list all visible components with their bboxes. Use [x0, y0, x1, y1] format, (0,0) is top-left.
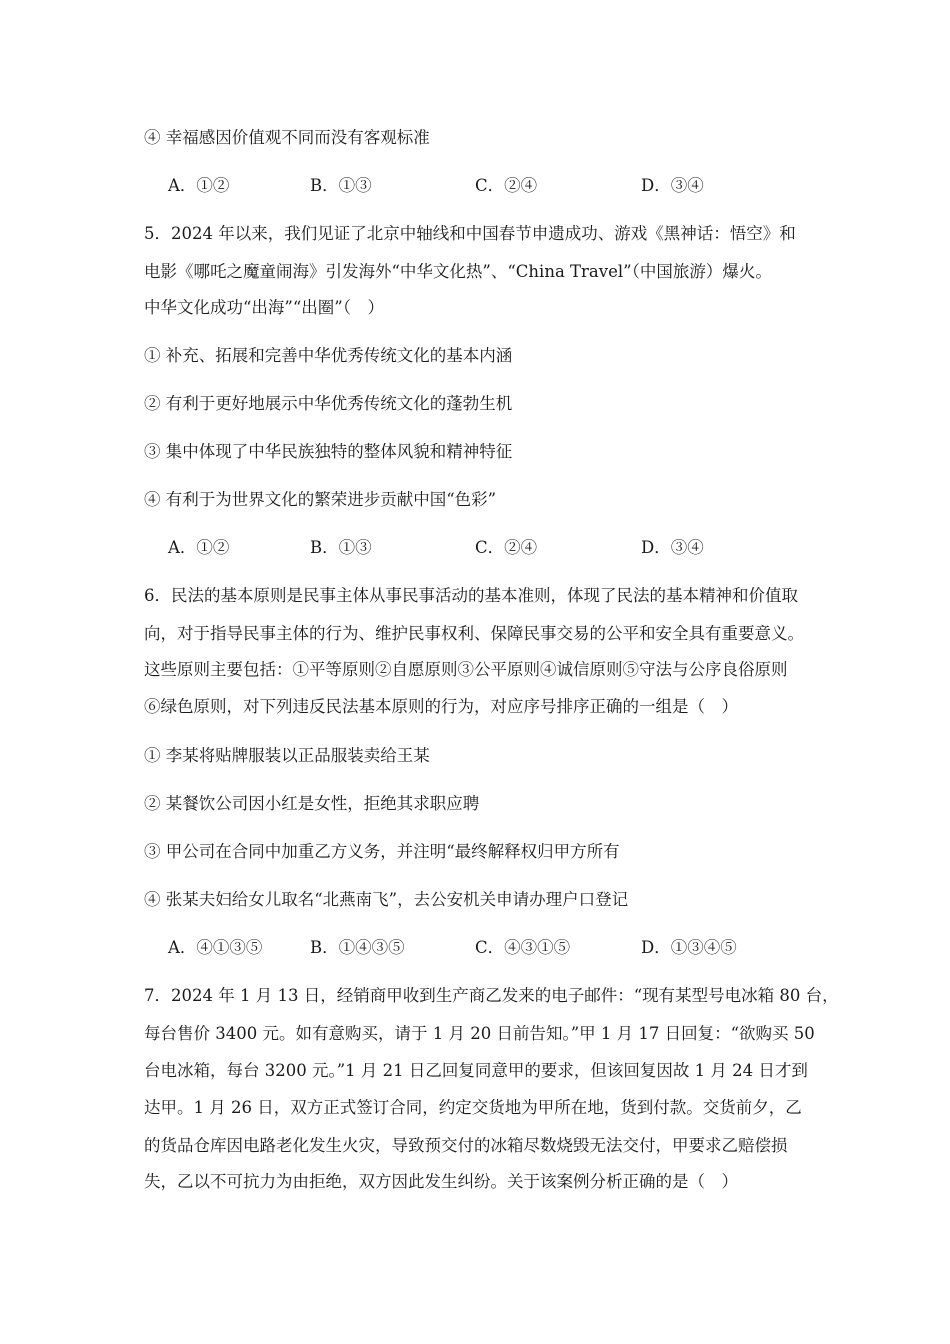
- q4-option-b[interactable]: B．①③: [310, 176, 372, 195]
- q6-statement-4: ④ 张某夫妇给女儿取名“北燕南飞”，去公安机关申请办理户口登记: [144, 890, 629, 909]
- q5-option-c[interactable]: C．②④: [475, 538, 538, 557]
- q6-stem-line-3: 这些原则主要包括：①平等原则②自愿原则③公平原则④诚信原则⑤守法与公序良俗原则: [144, 660, 788, 679]
- q6-stem-line-4: ⑥绿色原则，对下列违反民法基本原则的行为，对应序号排序正确的一组是（ ）: [144, 697, 738, 716]
- q7-stem-line-5: 的货品仓库因电路老化发生火灾，导致预交付的冰箱尽数烧毁无法交付，甲要求乙赔偿损: [144, 1136, 788, 1155]
- q4-option-d[interactable]: D．③④: [641, 176, 704, 195]
- q5-statement-3: ③ 集中体现了中华民族独特的整体风貌和精神特征: [144, 442, 513, 461]
- q6-option-c[interactable]: C．④③①⑤: [475, 938, 571, 957]
- q6-stem-line-2: 向，对于指导民事主体的行为、维护民事权利、保障民事交易的公平和安全具有重要意义。: [144, 624, 804, 643]
- q5-statement-4: ④ 有利于为世界文化的繁荣进步贡献中国“色彩”: [144, 490, 497, 509]
- q4-option-c[interactable]: C．②④: [475, 176, 538, 195]
- q6-statement-3: ③ 甲公司在合同中加重乙方义务，并注明“最终解释权归甲方所有: [144, 842, 620, 861]
- q6-stem-line-1: 6．民法的基本原则是民事主体从事民事活动的基本准则，体现了民法的基本精神和价值取: [144, 586, 798, 605]
- q7-stem-line-3: 台电冰箱，每台 3200 元。”1 月 21 日乙回复同意甲的要求，但该回复因故 1 月 24 日才到: [144, 1061, 808, 1080]
- q5-stem-line-1: 5．2024 年以来，我们见证了北京中轴线和中国春节申遗成功、游戏《黑神话：悟空》和: [144, 224, 796, 243]
- q6-option-b[interactable]: B．①④③⑤: [310, 938, 405, 957]
- q4-statement-4: ④ 幸福感因价值观不同而没有客观标准: [144, 128, 430, 147]
- q5-option-d[interactable]: D．③④: [641, 538, 704, 557]
- q5-stem-line-2: 电影《哪吒之魔童闹海》引发海外“中华文化热”、“China Travel”（中国旅游）爆火。: [144, 262, 772, 281]
- q6-option-a[interactable]: A．④①③⑤: [168, 938, 263, 957]
- q7-stem-line-1: 7．2024 年 1 月 13 日，经销商甲收到生产商乙发来的电子邮件：“现有某型号电冰箱 80 台，: [144, 986, 839, 1005]
- q6-statement-2: ② 某餐饮公司因小红是女性，拒绝其求职应聘: [144, 794, 480, 813]
- q5-statement-2: ② 有利于更好地展示中华优秀传统文化的蓬勃生机: [144, 394, 513, 413]
- q5-stem-line-3: 中华文化成功“出海”“出圈”（ ）: [144, 298, 384, 317]
- q5-option-a[interactable]: A．①②: [168, 538, 230, 557]
- q4-option-a[interactable]: A．①②: [168, 176, 230, 195]
- q7-stem-line-6: 失，乙以不可抗力为由拒绝，双方因此发生纠纷。关于该案例分析正确的是（ ）: [144, 1172, 738, 1191]
- q6-statement-1: ① 李某将贴牌服装以正品服装卖给王某: [144, 746, 430, 765]
- q5-statement-1: ① 补充、拓展和完善中华优秀传统文化的基本内涵: [144, 346, 513, 365]
- q6-option-d[interactable]: D．①③④⑤: [641, 938, 737, 957]
- q7-stem-line-4: 达甲。1 月 26 日，双方正式签订合同，约定交货地为甲所在地，货到付款。交货前夕，乙: [144, 1098, 802, 1117]
- q7-stem-line-2: 每台售价 3400 元。如有意购买，请于 1 月 20 日前告知。”甲 1 月 17 日回复：“欲购买 50: [144, 1024, 815, 1043]
- q5-option-b[interactable]: B．①③: [310, 538, 372, 557]
